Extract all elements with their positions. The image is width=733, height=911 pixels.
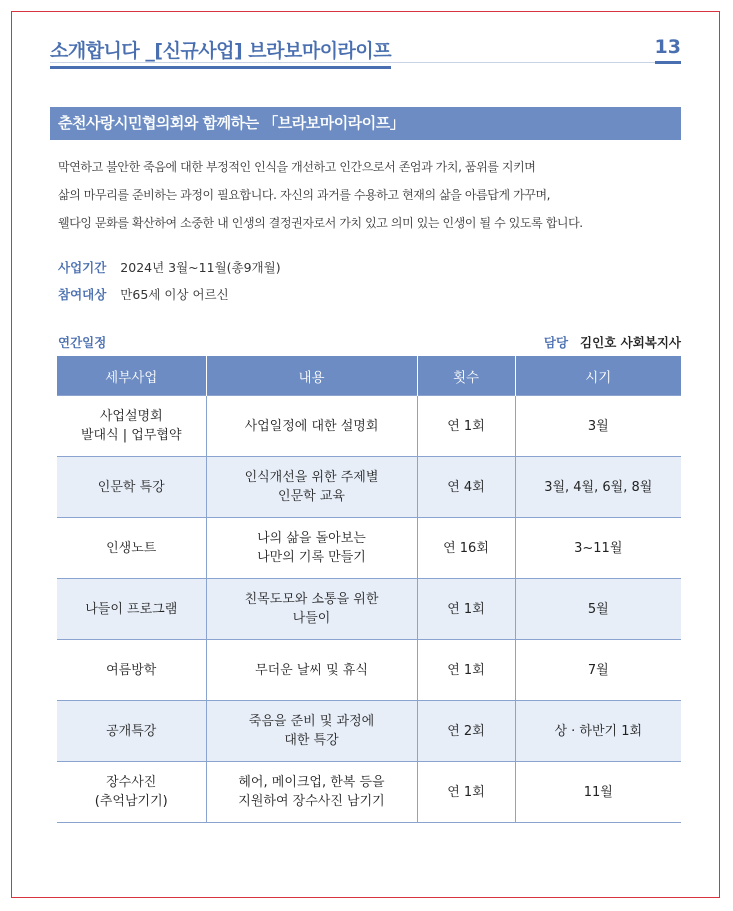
cell-content: 무더운 날씨 및 휴식 [206, 640, 417, 701]
cell-program: 나들이 프로그램 [57, 579, 206, 640]
table-row [57, 640, 681, 701]
cell-content: 나의 삶을 돌아보는 나만의 기록 만들기 [206, 518, 417, 579]
col-header-period: 시기 [515, 356, 681, 396]
section-title: 춘천사랑시민협의회와 함께하는 「브라보마이라이프」 [50, 107, 681, 140]
page-header [50, 36, 681, 64]
cell-period: 5월 [515, 579, 681, 640]
target-value: 만65세 이상 어르신 [120, 287, 229, 302]
cell-count: 연 1회 [417, 579, 515, 640]
intro-line: 삶의 마무리를 준비하는 과정이 필요합니다. 자신의 과거를 수용하고 현재의 삶을 아름답게 가꾸며, [58, 188, 551, 202]
cell-program: 장수사진 (추억남기기) [57, 762, 206, 823]
header-title: 소개합니다 _[신규사업] 브라보마이라이프 [50, 36, 391, 69]
table-row [57, 701, 681, 762]
cell-program: 여름방학 [57, 640, 206, 701]
intro-text [58, 153, 683, 237]
info-period [58, 258, 281, 276]
cell-content: 죽음을 준비 및 과정에 대한 특강 [206, 701, 417, 762]
manager-info [544, 333, 681, 351]
period-value: 2024년 3월~11월(총9개월) [120, 260, 281, 275]
cell-period: 3월 [515, 396, 681, 457]
cell-period: 3월, 4월, 6월, 8월 [515, 457, 681, 518]
cell-content: 헤어, 메이크업, 한복 등을 지원하여 장수사진 남기기 [206, 762, 417, 823]
table-row [57, 518, 681, 579]
cell-count: 연 1회 [417, 640, 515, 701]
cell-content: 친목도모와 소통을 위한 나들이 [206, 579, 417, 640]
table-row [57, 579, 681, 640]
cell-program: 공개특강 [57, 701, 206, 762]
intro-line: 막연하고 불안한 죽음에 대한 부정적인 인식을 개선하고 인간으로서 존엄과 가치, 품위를 지키며 [58, 160, 536, 174]
cell-program: 사업설명회 발대식 | 업무협약 [57, 396, 206, 457]
col-header-content: 내용 [206, 356, 417, 396]
table-row [57, 396, 681, 457]
cell-content: 사업일정에 대한 설명회 [206, 396, 417, 457]
intro-line: 웰다잉 문화를 확산하여 소중한 내 인생의 결정권자로서 가치 있고 의미 있는 인생이 될 수 있도록 합니다. [58, 216, 583, 230]
schedule-table [57, 356, 681, 823]
table-header-row [57, 356, 681, 396]
cell-count: 연 1회 [417, 762, 515, 823]
cell-count: 연 1회 [417, 396, 515, 457]
period-label: 사업기간 [58, 260, 107, 275]
cell-program: 인문학 특강 [57, 457, 206, 518]
target-label: 참여대상 [58, 287, 107, 302]
cell-period: 7월 [515, 640, 681, 701]
manager-label: 담당 [543, 335, 569, 350]
col-header-count: 횟수 [417, 356, 515, 396]
cell-count: 연 4회 [417, 457, 515, 518]
table-row [57, 762, 681, 823]
table-row [57, 457, 681, 518]
page-number: 13 [655, 36, 681, 64]
cell-count: 연 16회 [417, 518, 515, 579]
schedule-label: 연간일정 [58, 335, 107, 350]
cell-period: 11월 [515, 762, 681, 823]
info-target [58, 285, 229, 303]
cell-program: 인생노트 [57, 518, 206, 579]
col-header-program: 세부사업 [57, 356, 206, 396]
cell-period: 3~11월 [515, 518, 681, 579]
cell-count: 연 2회 [417, 701, 515, 762]
cell-period: 상 · 하반기 1회 [515, 701, 681, 762]
manager-name: 김인호 사회복지사 [580, 335, 681, 350]
cell-content: 인식개선을 위한 주제별 인문학 교육 [206, 457, 417, 518]
